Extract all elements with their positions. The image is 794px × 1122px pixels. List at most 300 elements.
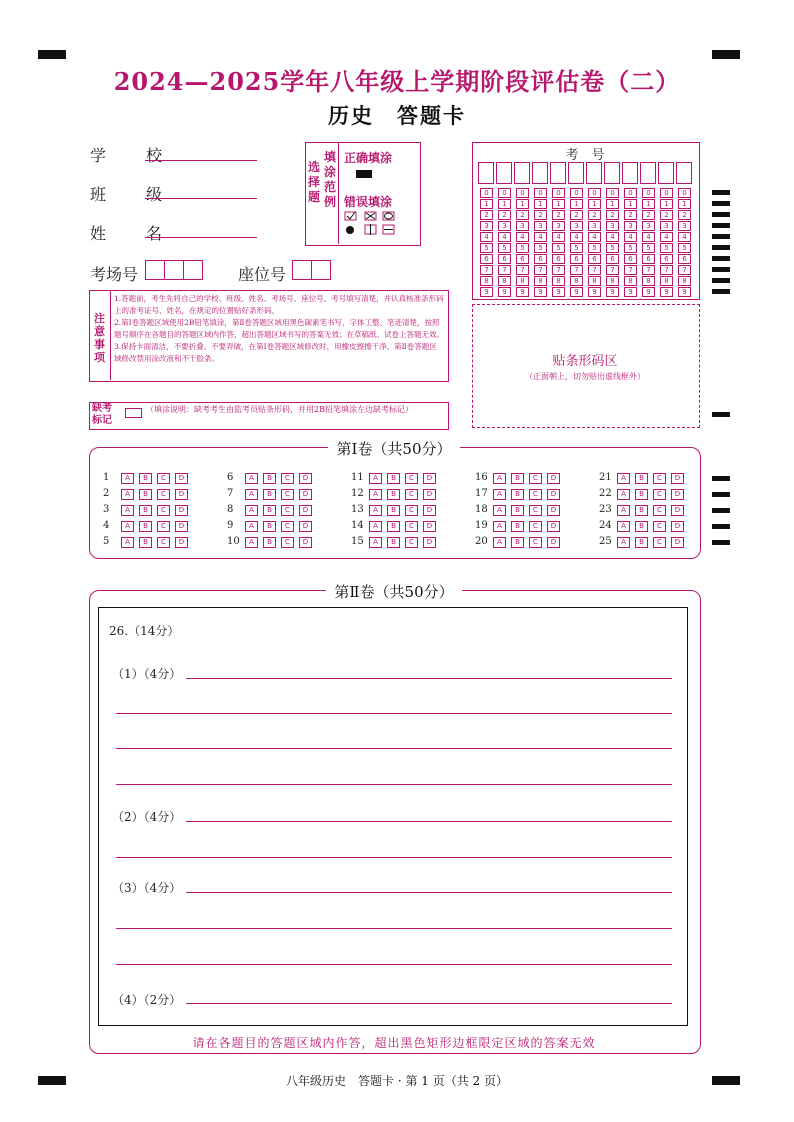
- option-bubble-c[interactable]: C: [529, 489, 542, 500]
- timing-mark: [712, 289, 730, 294]
- page-footer: 八年级历史 答题卡 · 第 1 页（共 2 页）: [286, 1074, 508, 1088]
- exam-digit-bubble[interactable]: 1: [534, 199, 547, 209]
- option-bubble-c[interactable]: C: [157, 489, 170, 500]
- option-bubble-a[interactable]: A: [617, 489, 630, 500]
- question-number: 2: [103, 488, 110, 499]
- option-bubble-a[interactable]: A: [617, 537, 630, 548]
- exam-digit-bubble[interactable]: 8: [588, 276, 601, 286]
- exam-digit-bubble[interactable]: 9: [498, 287, 511, 297]
- exam-number-entry-cell[interactable]: [478, 162, 494, 184]
- exam-digit-bubble[interactable]: 8: [570, 276, 583, 286]
- option-bubble-c[interactable]: C: [529, 521, 542, 532]
- exam-digit-bubble[interactable]: 6: [480, 254, 493, 264]
- exam-digit-bubble[interactable]: 8: [642, 276, 655, 286]
- option-bubble-d[interactable]: D: [547, 537, 560, 548]
- question-number: 16: [475, 472, 488, 483]
- exam-digit-bubble[interactable]: 3: [606, 221, 619, 231]
- exam-number-entry-cell[interactable]: [550, 162, 566, 184]
- option-bubble-d[interactable]: D: [423, 537, 436, 548]
- exam-digit-bubble[interactable]: 0: [498, 188, 511, 198]
- exam-digit-bubble[interactable]: 4: [498, 232, 511, 242]
- option-bubble-d[interactable]: D: [423, 473, 436, 484]
- exam-digit-bubble[interactable]: 1: [480, 199, 493, 209]
- exam-digit-bubble[interactable]: 3: [498, 221, 511, 231]
- school-field[interactable]: [145, 142, 257, 161]
- exam-digit-bubble[interactable]: 7: [624, 265, 637, 275]
- option-bubble-a[interactable]: A: [493, 489, 506, 500]
- answer-line[interactable]: [116, 713, 672, 714]
- option-bubble-a[interactable]: A: [121, 521, 134, 532]
- answer-line[interactable]: [186, 821, 672, 822]
- option-bubble-d[interactable]: D: [671, 505, 684, 516]
- exam-digit-bubble[interactable]: 3: [552, 221, 565, 231]
- exam-digit-bubble[interactable]: 4: [606, 232, 619, 242]
- option-bubble-a[interactable]: A: [617, 505, 630, 516]
- timing-mark: [712, 256, 730, 261]
- exam-digit-bubble[interactable]: 6: [588, 254, 601, 264]
- option-bubble-a[interactable]: A: [369, 537, 382, 548]
- exam-digit-bubble[interactable]: 5: [498, 243, 511, 253]
- exam-digit-bubble[interactable]: 8: [678, 276, 691, 286]
- option-bubble-b[interactable]: B: [263, 489, 276, 500]
- option-bubble-c[interactable]: C: [405, 489, 418, 500]
- barcode-title: 贴条形码区: [552, 354, 618, 369]
- option-bubble-c[interactable]: C: [653, 489, 666, 500]
- exam-room-field[interactable]: [145, 260, 202, 284]
- option-bubble-b[interactable]: B: [511, 537, 524, 548]
- option-bubble-a[interactable]: A: [493, 505, 506, 516]
- exam-digit-bubble[interactable]: 9: [678, 287, 691, 297]
- option-bubble-b[interactable]: B: [139, 521, 152, 532]
- exam-digit-bubble[interactable]: 4: [660, 232, 673, 242]
- exam-digit-bubble[interactable]: 8: [480, 276, 493, 286]
- exam-digit-bubble[interactable]: 3: [642, 221, 655, 231]
- wrong-fill-label: 错误填涂: [344, 195, 393, 209]
- exam-digit-bubble[interactable]: 0: [660, 188, 673, 198]
- exam-digit-bubble[interactable]: 2: [606, 210, 619, 220]
- answer-line[interactable]: [116, 748, 672, 749]
- exam-digit-bubble[interactable]: 1: [606, 199, 619, 209]
- option-bubble-a[interactable]: A: [493, 537, 506, 548]
- option-bubble-a[interactable]: A: [121, 505, 134, 516]
- exam-digit-bubble[interactable]: 6: [552, 254, 565, 264]
- option-bubble-c[interactable]: C: [405, 521, 418, 532]
- exam-digit-bubble[interactable]: 1: [642, 199, 655, 209]
- option-bubble-c[interactable]: C: [157, 537, 170, 548]
- page-subtitle: 历史 答题卡: [328, 103, 466, 128]
- option-bubble-b[interactable]: B: [387, 537, 400, 548]
- exam-digit-bubble[interactable]: 3: [624, 221, 637, 231]
- answer-line[interactable]: [116, 964, 672, 965]
- option-bubble-d[interactable]: D: [547, 505, 560, 516]
- exam-digit-bubble[interactable]: 5: [480, 243, 493, 253]
- option-bubble-b[interactable]: B: [263, 521, 276, 532]
- option-bubble-c[interactable]: C: [281, 489, 294, 500]
- option-bubble-d[interactable]: D: [671, 473, 684, 484]
- option-bubble-c[interactable]: C: [529, 473, 542, 484]
- option-bubble-d[interactable]: D: [175, 473, 188, 484]
- option-bubble-c[interactable]: C: [405, 537, 418, 548]
- option-bubble-b[interactable]: B: [139, 537, 152, 548]
- exam-digit-bubble[interactable]: 6: [534, 254, 547, 264]
- exam-digit-bubble[interactable]: 0: [552, 188, 565, 198]
- exam-digit-bubble[interactable]: 1: [498, 199, 511, 209]
- exam-digit-bubble[interactable]: 5: [534, 243, 547, 253]
- option-bubble-b[interactable]: B: [635, 521, 648, 532]
- option-bubble-d[interactable]: D: [671, 489, 684, 500]
- exam-digit-bubble[interactable]: 7: [534, 265, 547, 275]
- correct-fill-label: 正确填涂: [344, 151, 393, 165]
- option-bubble-b[interactable]: B: [635, 505, 648, 516]
- exam-digit-bubble[interactable]: 1: [660, 199, 673, 209]
- exam-digit-bubble[interactable]: 6: [606, 254, 619, 264]
- note-item: 1.答题前，考生先将自己的学校、班级、姓名、考场号、座位号、考号填写清楚，并认真核准条形码上的准考证号、姓名，在规定的位置贴好条形码。: [114, 294, 444, 315]
- seat-field[interactable]: [292, 260, 330, 284]
- exam-digit-bubble[interactable]: 8: [534, 276, 547, 286]
- exam-digit-bubble[interactable]: 8: [624, 276, 637, 286]
- option-bubble-a[interactable]: A: [245, 521, 258, 532]
- exam-number-entry-cell[interactable]: [676, 162, 692, 184]
- exam-digit-bubble[interactable]: 2: [570, 210, 583, 220]
- exam-digit-bubble[interactable]: 5: [588, 243, 601, 253]
- exam-number-entry-cell[interactable]: [568, 162, 584, 184]
- exam-digit-bubble[interactable]: 8: [498, 276, 511, 286]
- exam-digit-bubble[interactable]: 7: [606, 265, 619, 275]
- page-title: 2024—2025学年八年级上学期阶段评估卷（二）: [113, 67, 681, 96]
- option-bubble-d[interactable]: D: [299, 505, 312, 516]
- option-bubble-b[interactable]: B: [635, 537, 648, 548]
- exam-number-title: 考 号: [565, 148, 605, 163]
- exam-digit-bubble[interactable]: 0: [624, 188, 637, 198]
- timing-mark: [712, 267, 730, 272]
- option-bubble-d[interactable]: D: [299, 473, 312, 484]
- exam-digit-bubble[interactable]: 1: [588, 199, 601, 209]
- option-bubble-b[interactable]: B: [387, 473, 400, 484]
- exam-digit-bubble[interactable]: 2: [498, 210, 511, 220]
- option-bubble-b[interactable]: B: [139, 505, 152, 516]
- option-bubble-d[interactable]: D: [547, 521, 560, 532]
- option-bubble-c[interactable]: C: [281, 505, 294, 516]
- note-item: 3.保持卡面清洁，不要折叠、不要弄破，在第Ⅰ卷答题区域修改时，用橡皮擦擦干净。第Ⅱ卷答题区域修改禁用涂改液和不干胶条。: [114, 342, 437, 363]
- exam-digit-bubble[interactable]: 8: [516, 276, 529, 286]
- exam-digit-bubble[interactable]: 5: [678, 243, 691, 253]
- exam-number-entry-cell[interactable]: [586, 162, 602, 184]
- option-bubble-a[interactable]: A: [617, 521, 630, 532]
- exam-digit-bubble[interactable]: 5: [624, 243, 637, 253]
- exam-digit-bubble[interactable]: 5: [660, 243, 673, 253]
- option-bubble-c[interactable]: C: [529, 505, 542, 516]
- exam-digit-bubble[interactable]: 1: [516, 199, 529, 209]
- option-bubble-c[interactable]: C: [653, 521, 666, 532]
- option-bubble-a[interactable]: A: [617, 473, 630, 484]
- exam-digit-bubble[interactable]: 0: [480, 188, 493, 198]
- question-number: 24: [599, 520, 612, 531]
- exam-digit-bubble[interactable]: 9: [516, 287, 529, 297]
- option-bubble-c[interactable]: C: [157, 473, 170, 484]
- timing-mark: [712, 223, 730, 228]
- option-bubble-d[interactable]: D: [175, 521, 188, 532]
- timing-mark: [712, 201, 730, 206]
- question-number: 20: [475, 536, 488, 547]
- option-bubble-a[interactable]: A: [245, 505, 258, 516]
- answer-line[interactable]: [186, 1003, 672, 1004]
- timing-mark: [712, 234, 730, 239]
- option-bubble-d[interactable]: D: [547, 489, 560, 500]
- exam-digit-bubble[interactable]: 1: [678, 199, 691, 209]
- timing-mark: [712, 492, 730, 497]
- exam-digit-bubble[interactable]: 0: [678, 188, 691, 198]
- exam-digit-bubble[interactable]: 7: [480, 265, 493, 275]
- exam-digit-bubble[interactable]: 3: [678, 221, 691, 231]
- exam-digit-bubble[interactable]: 6: [642, 254, 655, 264]
- timing-mark: [712, 412, 730, 417]
- option-bubble-b[interactable]: B: [139, 489, 152, 500]
- question-number: 18: [475, 504, 488, 515]
- exam-digit-bubble[interactable]: 7: [588, 265, 601, 275]
- option-bubble-a[interactable]: A: [369, 521, 382, 532]
- exam-digit-bubble[interactable]: 3: [480, 221, 493, 231]
- option-bubble-c[interactable]: C: [653, 505, 666, 516]
- option-bubble-d[interactable]: D: [671, 537, 684, 548]
- name-field[interactable]: [145, 219, 257, 238]
- fill-label-choice: 选择题: [308, 160, 321, 204]
- exam-digit-bubble[interactable]: 0: [642, 188, 655, 198]
- option-bubble-c[interactable]: C: [281, 473, 294, 484]
- exam-digit-bubble[interactable]: 2: [660, 210, 673, 220]
- exam-digit-bubble[interactable]: 7: [642, 265, 655, 275]
- exam-digit-bubble[interactable]: 9: [642, 287, 655, 297]
- answer-line[interactable]: [116, 784, 672, 785]
- exam-digit-bubble[interactable]: 5: [606, 243, 619, 253]
- absent-note: （填涂说明：缺考考生由监考员贴条形码，并用2B铅笔填涂左边缺考标记）: [146, 405, 413, 414]
- exam-digit-bubble[interactable]: 3: [570, 221, 583, 231]
- option-bubble-d[interactable]: D: [299, 521, 312, 532]
- notes-text: [114, 293, 444, 365]
- exam-digit-bubble[interactable]: 1: [552, 199, 565, 209]
- exam-digit-bubble[interactable]: 4: [588, 232, 601, 242]
- option-bubble-a[interactable]: A: [493, 473, 506, 484]
- answer-line[interactable]: [186, 892, 672, 893]
- option-bubble-a[interactable]: A: [245, 473, 258, 484]
- option-bubble-b[interactable]: B: [511, 521, 524, 532]
- question-number: 23: [599, 504, 612, 515]
- option-bubble-b[interactable]: B: [511, 489, 524, 500]
- option-bubble-c[interactable]: C: [157, 521, 170, 532]
- exam-digit-bubble[interactable]: 7: [570, 265, 583, 275]
- exam-digit-bubble[interactable]: 1: [624, 199, 637, 209]
- option-bubble-a[interactable]: A: [493, 521, 506, 532]
- exam-digit-bubble[interactable]: 4: [642, 232, 655, 242]
- timing-mark: [712, 540, 730, 545]
- exam-digit-bubble[interactable]: 4: [570, 232, 583, 242]
- exam-digit-bubble[interactable]: 9: [660, 287, 673, 297]
- exam-digit-bubble[interactable]: 6: [498, 254, 511, 264]
- question-number: 25: [599, 536, 612, 547]
- exam-digit-bubble[interactable]: 4: [516, 232, 529, 242]
- absent-checkbox[interactable]: [125, 408, 142, 418]
- answer-line[interactable]: [116, 857, 672, 858]
- question-number: 12: [351, 488, 364, 499]
- exam-digit-bubble[interactable]: 2: [624, 210, 637, 220]
- option-bubble-a[interactable]: A: [245, 537, 258, 548]
- class-field[interactable]: [145, 180, 257, 199]
- exam-number-entry-cell[interactable]: [640, 162, 656, 184]
- option-bubble-b[interactable]: B: [139, 473, 152, 484]
- exam-digit-bubble[interactable]: 7: [498, 265, 511, 275]
- exam-digit-bubble[interactable]: 8: [606, 276, 619, 286]
- exam-digit-bubble[interactable]: 2: [534, 210, 547, 220]
- option-bubble-d[interactable]: D: [299, 489, 312, 500]
- divider: [110, 290, 111, 380]
- barcode-note: （正面朝上，切勿贴出虚线框外）: [525, 372, 645, 381]
- option-bubble-a[interactable]: A: [121, 489, 134, 500]
- part1-title: 第Ⅰ卷（共50分）: [328, 440, 459, 458]
- sub-question-2: （2）（4分）: [112, 810, 182, 824]
- exam-digit-bubble[interactable]: 0: [516, 188, 529, 198]
- question-number: 14: [351, 520, 364, 531]
- option-bubble-b[interactable]: B: [387, 521, 400, 532]
- exam-digit-bubble[interactable]: 0: [606, 188, 619, 198]
- exam-digit-bubble[interactable]: 8: [552, 276, 565, 286]
- exam-digit-bubble[interactable]: 9: [480, 287, 493, 297]
- exam-digit-bubble[interactable]: 2: [588, 210, 601, 220]
- exam-digit-bubble[interactable]: 9: [606, 287, 619, 297]
- exam-digit-bubble[interactable]: 3: [516, 221, 529, 231]
- exam-number-entry-cell[interactable]: [604, 162, 620, 184]
- answer-line[interactable]: [186, 678, 672, 679]
- option-bubble-b[interactable]: B: [263, 505, 276, 516]
- exam-digit-bubble[interactable]: 6: [624, 254, 637, 264]
- correct-fill-mark: [356, 170, 372, 178]
- question-number: 8: [227, 504, 234, 515]
- exam-number-entry-cell[interactable]: [622, 162, 638, 184]
- exam-digit-bubble[interactable]: 3: [534, 221, 547, 231]
- exam-digit-bubble[interactable]: 2: [480, 210, 493, 220]
- option-bubble-d[interactable]: D: [175, 537, 188, 548]
- warning-text: 请在各题目的答题区域内作答，超出黑色矩形边框限定区域的答案无效: [192, 1036, 596, 1050]
- exam-digit-bubble[interactable]: 6: [678, 254, 691, 264]
- exam-digit-bubble[interactable]: 9: [588, 287, 601, 297]
- option-bubble-b[interactable]: B: [511, 473, 524, 484]
- option-bubble-b[interactable]: B: [635, 489, 648, 500]
- exam-digit-bubble[interactable]: 4: [624, 232, 637, 242]
- exam-digit-bubble[interactable]: 9: [552, 287, 565, 297]
- timing-mark: [712, 190, 730, 195]
- school-label: 学 校: [90, 146, 175, 165]
- option-bubble-a[interactable]: A: [369, 505, 382, 516]
- timing-mark: [712, 524, 730, 529]
- answer-line[interactable]: [116, 928, 672, 929]
- exam-digit-bubble[interactable]: 6: [516, 254, 529, 264]
- exam-digit-bubble[interactable]: 0: [534, 188, 547, 198]
- exam-digit-bubble[interactable]: 6: [570, 254, 583, 264]
- exam-digit-bubble[interactable]: 3: [660, 221, 673, 231]
- exam-digit-bubble[interactable]: 4: [552, 232, 565, 242]
- option-bubble-c[interactable]: C: [653, 473, 666, 484]
- option-bubble-d[interactable]: D: [671, 521, 684, 532]
- exam-digit-bubble[interactable]: 2: [678, 210, 691, 220]
- exam-digit-bubble[interactable]: 0: [588, 188, 601, 198]
- name-label: 姓 名: [90, 224, 175, 243]
- option-bubble-c[interactable]: C: [157, 505, 170, 516]
- option-bubble-b[interactable]: B: [263, 537, 276, 548]
- question-number: 22: [599, 488, 612, 499]
- exam-digit-bubble[interactable]: 4: [678, 232, 691, 242]
- exam-digit-bubble[interactable]: 9: [570, 287, 583, 297]
- question-number: 3: [103, 504, 110, 515]
- exam-digit-bubble[interactable]: 7: [516, 265, 529, 275]
- option-bubble-d[interactable]: D: [175, 489, 188, 500]
- timing-mark: [712, 212, 730, 217]
- corner-mark-top-right: [712, 50, 740, 59]
- exam-digit-bubble[interactable]: 7: [678, 265, 691, 275]
- exam-digit-bubble[interactable]: 6: [660, 254, 673, 264]
- option-bubble-d[interactable]: D: [175, 505, 188, 516]
- question-number: 15: [351, 536, 364, 547]
- option-bubble-b[interactable]: B: [635, 473, 648, 484]
- option-bubble-d[interactable]: D: [547, 473, 560, 484]
- option-bubble-b[interactable]: B: [263, 473, 276, 484]
- option-bubble-a[interactable]: A: [121, 537, 134, 548]
- option-bubble-a[interactable]: A: [245, 489, 258, 500]
- exam-digit-bubble[interactable]: 4: [534, 232, 547, 242]
- question-number: 10: [227, 536, 240, 547]
- option-bubble-b[interactable]: B: [511, 505, 524, 516]
- exam-digit-bubble[interactable]: 0: [570, 188, 583, 198]
- option-bubble-c[interactable]: C: [405, 505, 418, 516]
- option-bubble-c[interactable]: C: [405, 473, 418, 484]
- option-bubble-c[interactable]: C: [281, 521, 294, 532]
- exam-digit-bubble[interactable]: 2: [516, 210, 529, 220]
- option-bubble-a[interactable]: A: [121, 473, 134, 484]
- exam-digit-bubble[interactable]: 1: [570, 199, 583, 209]
- option-bubble-d[interactable]: D: [423, 505, 436, 516]
- timing-mark: [712, 508, 730, 513]
- option-bubble-c[interactable]: C: [653, 537, 666, 548]
- exam-digit-bubble[interactable]: 5: [516, 243, 529, 253]
- option-bubble-c[interactable]: C: [281, 537, 294, 548]
- exam-number-entry-cell[interactable]: [658, 162, 674, 184]
- exam-digit-bubble[interactable]: 8: [660, 276, 673, 286]
- option-bubble-d[interactable]: D: [423, 489, 436, 500]
- question-number: 21: [599, 472, 612, 483]
- option-bubble-c[interactable]: C: [529, 537, 542, 548]
- exam-digit-bubble[interactable]: 2: [552, 210, 565, 220]
- exam-number-entry-cell[interactable]: [496, 162, 512, 184]
- exam-digit-bubble[interactable]: 5: [570, 243, 583, 253]
- option-bubble-d[interactable]: D: [423, 521, 436, 532]
- option-bubble-b[interactable]: B: [387, 505, 400, 516]
- exam-digit-bubble[interactable]: 5: [552, 243, 565, 253]
- exam-digit-bubble[interactable]: 5: [642, 243, 655, 253]
- option-bubble-a[interactable]: A: [369, 489, 382, 500]
- question-number: 11: [351, 472, 364, 483]
- option-bubble-d[interactable]: D: [299, 537, 312, 548]
- exam-number-entry-cell[interactable]: [514, 162, 530, 184]
- option-bubble-a[interactable]: A: [369, 473, 382, 484]
- exam-digit-bubble[interactable]: 4: [480, 232, 493, 242]
- exam-digit-bubble[interactable]: 7: [660, 265, 673, 275]
- exam-number-entry-cell[interactable]: [532, 162, 548, 184]
- exam-digit-bubble[interactable]: 3: [588, 221, 601, 231]
- exam-digit-bubble[interactable]: 7: [552, 265, 565, 275]
- divider: [338, 142, 339, 244]
- option-bubble-b[interactable]: B: [387, 489, 400, 500]
- exam-digit-bubble[interactable]: 9: [624, 287, 637, 297]
- timing-mark: [712, 476, 730, 481]
- exam-digit-bubble[interactable]: 9: [534, 287, 547, 297]
- exam-digit-bubble[interactable]: 2: [642, 210, 655, 220]
